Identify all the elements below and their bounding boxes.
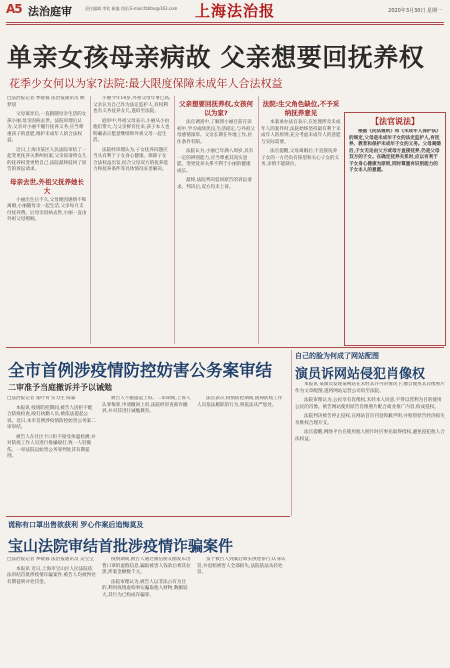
story1-column-1 (7, 96, 87, 344)
judge-comment-title: 【法官说法】 (371, 117, 419, 126)
judge-comment-body (349, 129, 441, 341)
paragraph: 法官表示,疫情防控期间,阻碍防疫工作人员依法履职的行为,将依法从严惩处。 (197, 396, 283, 408)
column-divider (90, 96, 91, 344)
paragraph: 法官提醒,父母离婚后,不直接抚养子女的一方仍负有探望和关心子女的义务,亲情不能缺位。 (261, 149, 340, 167)
paragraph: 本报讯 某演员发现某网站在未经其许可的情况下,擅自使用其肖像照片作为文章配图,遂将网站运营公司诉至法院。 (295, 382, 445, 394)
column-divider (258, 96, 259, 344)
paragraph: 法官提醒,网络平台在使用他人照片时应事先取得授权,避免侵犯他人合法权益。 (295, 430, 445, 442)
paragraph: 小丽出生后不久,父母便因感情不和离婚,小丽随母亲一起生活,父亲每月支付抚养费。后母亲因病去世,小丽一直由外祖父母照顾。 (7, 197, 87, 222)
story4-column-1 (7, 557, 97, 667)
section-divider (6, 347, 444, 348)
paragraph: 根据《民法通则》和《未成年人保护法》的规定,父母是未成年子女的法定监护人,有抚养、教育和保护未成年子女的义务。父母离婚后,子女无论由父方或母方直接抚养,仍是父母双方的子女。在确定抚养关系时,应以有利于子女身心健康为原则,同时尊重有识别能力的子女本人的意愿。 (349, 129, 441, 173)
judge-comment-box (344, 112, 446, 346)
story4-headline: 宝山法院审结首批涉疫情诈骗案件 (8, 537, 234, 555)
page-number: A5 (6, 2, 22, 16)
paragraph: 法院审理认为,公民享有肖像权,未经本人同意,不得以营利为目的使用公民的肖像。被告网站使用原告肖像照片配合商业推广内容,构成侵权。 (295, 398, 442, 410)
paragraph: 法院审理认为,被告人以非法占有为目的,利用疫情虚构事实骗取他人财物,数额较大,其行为已构成诈骗罪。 (102, 579, 188, 598)
story1-column-2 (93, 96, 171, 344)
paragraph: 近日,上海市某区人民法院审结了一起变更抚养关系纠纷案,父亲诉请将女儿的抚养权变更给自己,法院最终驳回了原告的诉讼请求。 (7, 147, 87, 172)
story1-headline: 单亲女孩母亲病故 父亲想要回抚养权 (7, 43, 425, 72)
story4-column-2 (102, 557, 192, 667)
story1-minihead-2: 父亲想要回抚养权,女孩何以为家? (179, 100, 253, 117)
paragraph: 小丽今年14岁,外祖父母年事已高,父亲认为自己作为法定监护人,有权利也有义务抚养女儿,遂诉至法院。 (93, 96, 171, 114)
story2-byline: □法治报记者 张叶青 实习生 陈霖 (7, 396, 76, 401)
story1-byline: □法治报记者 季敬暮 法治报通讯员 顾梦晨 (7, 96, 85, 108)
story4-column-3 (197, 557, 287, 667)
paragraph: 被告人不服提起上诉。二审期间,上诉人认罪悔罪,申请撤回上诉,法院经审查准许撤诉,并对其进行诫勉教育。 (102, 396, 191, 414)
issue-date: 2020年3月30日 星期一 (388, 8, 442, 14)
editor-credit: 责任编辑 李钦 新编 钱雨 E-mail:fzbfas@163.com (85, 6, 178, 11)
paragraph: 法院判决被告停止侵权,在网站首页刊登致歉声明,并赔偿原告经济损失及维权合理开支。 (295, 414, 445, 426)
header-divider (6, 22, 444, 23)
story2-headline: 全市首例涉疫情防控妨害公务案审结 (8, 361, 272, 380)
paragraph: 法官调查中,了解到小丽目前在读初中,学习成绩优良,生活稳定,与外祖父母感情深厚。父亲长期在外地工作,居住条件有限。 (177, 120, 255, 145)
story4-byline: □法治报记者 季敬暮 法治报通讯员 吴宝宝 (7, 557, 94, 562)
story1-column-4 (261, 96, 341, 344)
column-divider (174, 96, 175, 344)
story1-minihead-1: 母亲去世,外祖父抚养她长大 (10, 177, 84, 195)
story2-column-3 (197, 396, 287, 514)
paragraph: 本案承办法官表示,在处理涉及未成年人的案件时,法院始终坚持最有利于未成年人的原则,充分考虑未成年人的意愿与实际需要。 (261, 120, 341, 145)
story3-kicker: 自己的脸为何成了网站配图 (295, 352, 379, 360)
paragraph: 疫情期间,被告人通过微信朋友圈发布出售口罩的虚假信息,骗取被害人钱款后将其拉黑,涉案金额数千元。 (102, 557, 191, 575)
story1-column-3 (177, 96, 255, 344)
story4-kicker: 谎称有口罩出售欲获利 罗心作案后追悔莫及 (8, 521, 144, 529)
paragraph: 鉴于被告人到案后如实供述罪行,认罪认罚,并退赔被害人全部损失,法院依法从轻处罚。 (197, 557, 286, 575)
story3-headline: 演员诉网站侵犯肖像权 (295, 367, 426, 382)
paragraph: 庭审中,外祖父母表示,小丽从小由他们带大,与父亲鲜有往来,孩子本人也明确表示愿意继续和外祖父母一起生活。 (93, 118, 170, 143)
story1-subheadline: 花季少女何以为家?法院:最大限度保障未成年人合法权益 (9, 77, 283, 90)
paragraph: 父母离异后,一直跟随母亲生活的女孩小丽,母亲因病去世。法院审理后认为,父亲对小丽不履行抚养义务,应当尊重孩子的意愿,维护未成年人的合法权益。 (7, 112, 87, 143)
paragraph: 本报讯 近日,上海市宝山区人民法院依法审结首批涉疫情诈骗案件,被告人均被判处有期徒刑并处罚金。 (7, 566, 96, 585)
paragraph: 被告人在社区卡口拒不接受体温检测,并对防疫工作人员进行推搡殴打,致一人轻微伤。一审法院以妨害公务罪判处其有期徒刑。 (7, 434, 96, 459)
paragraph: 法院认为,小丽已年满八周岁,具有一定的辨别能力,应当尊重其真实意愿。变更抚养关系不利于小丽的健康成长。 (177, 149, 254, 174)
story2-column-2 (102, 396, 192, 514)
paragraph: 本报讯 疫情防控期间,被告人因拒不配合防疫检查,殴打执勤人员,被依法提起公诉。近日,本市首例涉疫情防控妨害公务案二审审结。 (7, 405, 96, 430)
header-divider-thin (6, 24, 444, 25)
story2-column-1 (7, 396, 97, 514)
page-header (0, 0, 450, 22)
paragraph: 法院经审理认为,子女抚养问题应当从有利于子女身心健康、保障子女合法权益出发,结合父母双方的抚养能力和抚养条件等具体情况妥善解决。 (93, 147, 168, 172)
column-divider (291, 350, 292, 516)
story2-subheadline: 二审准予当庭撤诉并予以诫勉 (8, 383, 112, 392)
paragraph: 最终,法院判决驳回原告的诉讼请求。判决后,双方均未上诉。 (177, 178, 252, 190)
masthead-logo: 上海法治报 (195, 2, 276, 20)
section-divider (6, 516, 290, 517)
story3-body (295, 382, 445, 666)
section-title: 法治庭审 (28, 5, 72, 18)
story1-minihead-3: 法院:生父角色缺位,不予采纳抚养意见 (262, 100, 340, 117)
